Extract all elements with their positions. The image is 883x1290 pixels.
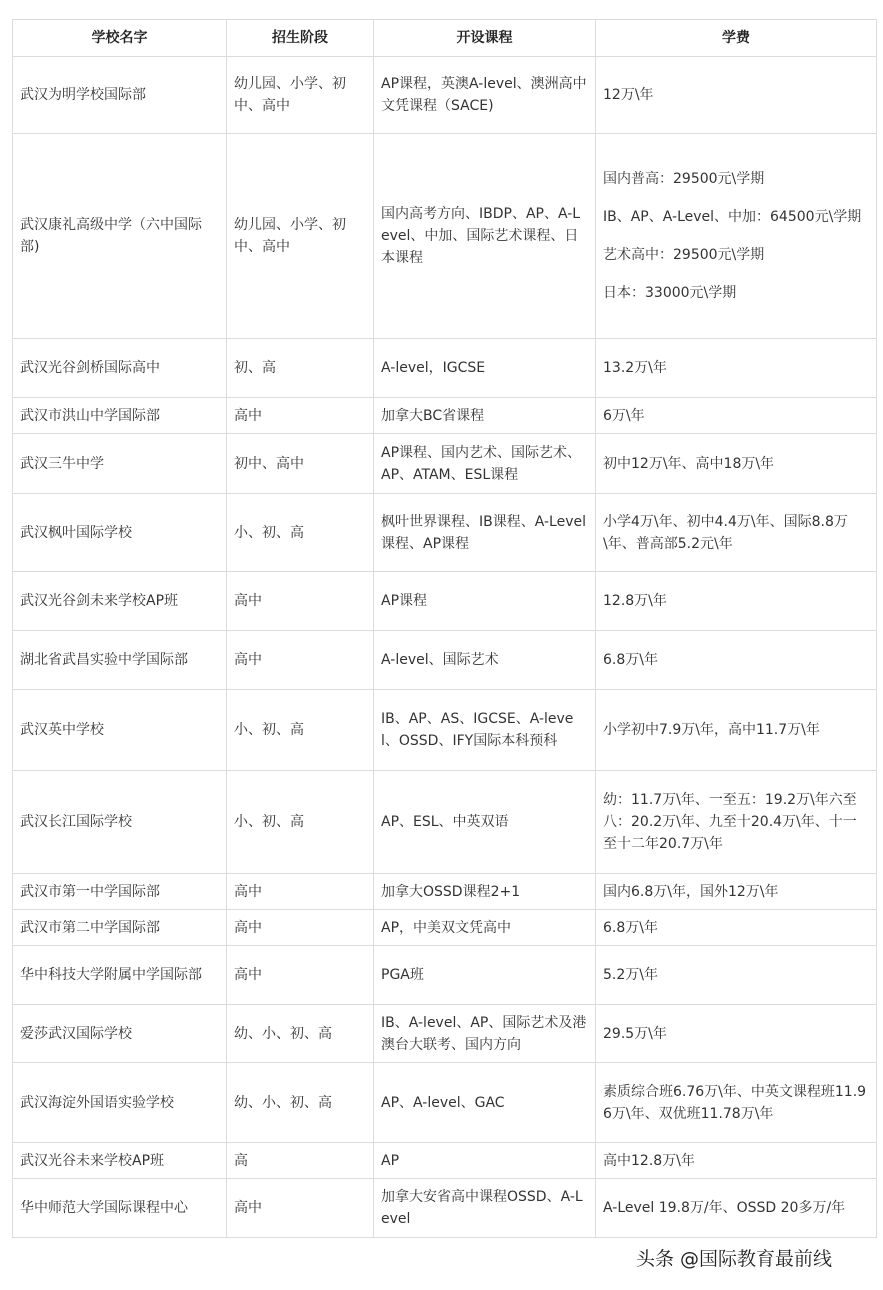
tuition-line: IB、AP、A-Level、中加：64500元\学期 <box>603 209 862 225</box>
table-row <box>13 1063 877 1143</box>
tuition-line: 高中12.8万\年 <box>603 1152 695 1169</box>
tuition-line: 5.2万\年 <box>603 967 658 983</box>
cell-enrollment-stage: 高中 <box>227 874 374 910</box>
cell-tuition <box>596 910 877 946</box>
cell-tuition <box>596 690 877 771</box>
cell-school-name: 武汉市第一中学国际部 <box>13 874 227 910</box>
cell-school-name: 华中科技大学附属中学国际部 <box>13 946 227 1005</box>
cell-courses: A-level，IGCSE <box>374 339 596 398</box>
cell-tuition <box>596 946 877 1005</box>
table-header-row <box>13 20 877 57</box>
table-row <box>13 398 877 434</box>
cell-school-name: 武汉枫叶国际学校 <box>13 494 227 572</box>
cell-school-name: 武汉市第二中学国际部 <box>13 910 227 946</box>
cell-courses: 国内高考方向、IBDP、AP、A-Level、中加、国际艺术课程、日本课程 <box>374 134 596 339</box>
cell-school-name: 武汉长江国际学校 <box>13 771 227 874</box>
cell-courses: 枫叶世界课程、IB课程、A-Level课程、AP课程 <box>374 494 596 572</box>
cell-enrollment-stage: 幼、小、初、高 <box>227 1063 374 1143</box>
tuition-line: 日本：33000元\学期 <box>603 285 737 301</box>
table-row <box>13 910 877 946</box>
table-row <box>13 494 877 572</box>
cell-enrollment-stage: 高中 <box>227 1179 374 1238</box>
header-school-name: 学校名字 <box>13 20 227 57</box>
cell-tuition <box>596 339 877 398</box>
cell-enrollment-stage: 小、初、高 <box>227 690 374 771</box>
cell-enrollment-stage: 幼儿园、小学、初中、高中 <box>227 134 374 339</box>
cell-tuition <box>596 1005 877 1063</box>
table-row <box>13 946 877 1005</box>
tuition-line: 国内普高：29500元\学期 <box>603 171 765 187</box>
cell-enrollment-stage: 小、初、高 <box>227 494 374 572</box>
cell-school-name: 武汉海淀外国语实验学校 <box>13 1063 227 1143</box>
tuition-line: 6.8万\年 <box>603 652 658 668</box>
cell-courses: AP课程，英澳A-level、澳洲高中文凭课程（SACE) <box>374 57 596 134</box>
table-row <box>13 1005 877 1063</box>
cell-courses: AP，中美双文凭高中 <box>374 910 596 946</box>
cell-courses: A-level、国际艺术 <box>374 631 596 690</box>
cell-school-name: 爱莎武汉国际学校 <box>13 1005 227 1063</box>
table-row <box>13 771 877 874</box>
table-row <box>13 690 877 771</box>
cell-enrollment-stage: 幼儿园、小学、初中、高中 <box>227 57 374 134</box>
cell-enrollment-stage: 高中 <box>227 572 374 631</box>
cell-enrollment-stage: 高中 <box>227 946 374 1005</box>
table-row <box>13 134 877 339</box>
cell-tuition <box>596 57 877 134</box>
tuition-line: A-Level 19.8万/年、OSSD 20多万/年 <box>603 1200 846 1216</box>
cell-courses: 加拿大OSSD课程2+1 <box>374 874 596 910</box>
table-row <box>13 339 877 398</box>
tuition-line: 6.8万\年 <box>603 919 658 936</box>
tuition-line: 艺术高中：29500元\学期 <box>603 247 765 263</box>
tuition-line: 29.5万\年 <box>603 1025 667 1042</box>
cell-school-name: 武汉为明学校国际部 <box>13 57 227 134</box>
cell-tuition <box>596 398 877 434</box>
cell-tuition <box>596 134 877 339</box>
header-enrollment-stage: 招生阶段 <box>227 20 374 57</box>
cell-school-name: 武汉康礼高级中学（六中国际部) <box>13 134 227 339</box>
tuition-line: 国内6.8万\年，国外12万\年 <box>603 883 779 900</box>
cell-enrollment-stage: 小、初、高 <box>227 771 374 874</box>
tuition-line: 小学4万\年、初中4.4万\年、国际8.8万\年、普高部5.2元\年 <box>603 513 848 552</box>
tuition-line: 12.8万\年 <box>603 593 667 609</box>
cell-courses: 加拿大安省高中课程OSSD、A-Level <box>374 1179 596 1238</box>
cell-courses: 加拿大BC省课程 <box>374 398 596 434</box>
cell-tuition <box>596 1143 877 1179</box>
cell-tuition <box>596 572 877 631</box>
cell-courses: AP、A-level、GAC <box>374 1063 596 1143</box>
header-tuition: 学费 <box>596 20 877 57</box>
cell-courses: IB、AP、AS、IGCSE、A-level、OSSD、IFY国际本科预科 <box>374 690 596 771</box>
cell-tuition <box>596 1179 877 1238</box>
table-row <box>13 1143 877 1179</box>
cell-enrollment-stage: 高 <box>227 1143 374 1179</box>
cell-tuition <box>596 874 877 910</box>
cell-tuition <box>596 771 877 874</box>
table-row <box>13 57 877 134</box>
table-row <box>13 1179 877 1238</box>
table-body <box>13 57 877 1238</box>
cell-courses: AP <box>374 1143 596 1179</box>
cell-courses: AP、ESL、中英双语 <box>374 771 596 874</box>
cell-tuition <box>596 494 877 572</box>
cell-school-name: 武汉三牛中学 <box>13 434 227 494</box>
cell-enrollment-stage: 高中 <box>227 910 374 946</box>
tuition-line: 12万\年 <box>603 87 654 103</box>
tuition-line: 幼：11.7万\年、一至五：19.2万\年六至八：20.2万\年、九至十20.4万\年、十一至十二年20.7万\年 <box>603 792 857 852</box>
cell-school-name: 湖北省武昌实验中学国际部 <box>13 631 227 690</box>
tuition-line: 6万\年 <box>603 407 645 424</box>
cell-school-name: 华中师范大学国际课程中心 <box>13 1179 227 1238</box>
table-row <box>13 572 877 631</box>
table-row <box>13 631 877 690</box>
cell-tuition <box>596 1063 877 1143</box>
header-courses: 开设课程 <box>374 20 596 57</box>
cell-tuition <box>596 434 877 494</box>
cell-school-name: 武汉光谷剑桥国际高中 <box>13 339 227 398</box>
tuition-line: 初中12万\年、高中18万\年 <box>603 455 775 472</box>
cell-school-name: 武汉市洪山中学国际部 <box>13 398 227 434</box>
cell-tuition <box>596 631 877 690</box>
cell-courses: PGA班 <box>374 946 596 1005</box>
cell-courses: AP课程、国内艺术、国际艺术、AP、ATAM、ESL课程 <box>374 434 596 494</box>
cell-school-name: 武汉英中学校 <box>13 690 227 771</box>
tuition-line: 13.2万\年 <box>603 360 667 376</box>
cell-enrollment-stage: 幼、小、初、高 <box>227 1005 374 1063</box>
cell-enrollment-stage: 高中 <box>227 631 374 690</box>
cell-enrollment-stage: 初、高 <box>227 339 374 398</box>
tuition-line: 素质综合班6.76万\年、中英文课程班11.96万\年、双优班11.78万\年 <box>603 1083 867 1122</box>
cell-enrollment-stage: 初中、高中 <box>227 434 374 494</box>
table-row <box>13 874 877 910</box>
school-table <box>12 19 877 1238</box>
tuition-line: 小学初中7.9万\年，高中11.7万\年 <box>603 722 820 738</box>
cell-school-name: 武汉光谷剑未来学校AP班 <box>13 572 227 631</box>
watermark-text: 头条 @国际教育最前线 <box>636 1248 833 1270</box>
cell-enrollment-stage: 高中 <box>227 398 374 434</box>
cell-courses: IB、A-level、AP、国际艺术及港澳台大联考、国内方向 <box>374 1005 596 1063</box>
table-row <box>13 434 877 494</box>
cell-school-name: 武汉光谷未来学校AP班 <box>13 1143 227 1179</box>
cell-courses: AP课程 <box>374 572 596 631</box>
